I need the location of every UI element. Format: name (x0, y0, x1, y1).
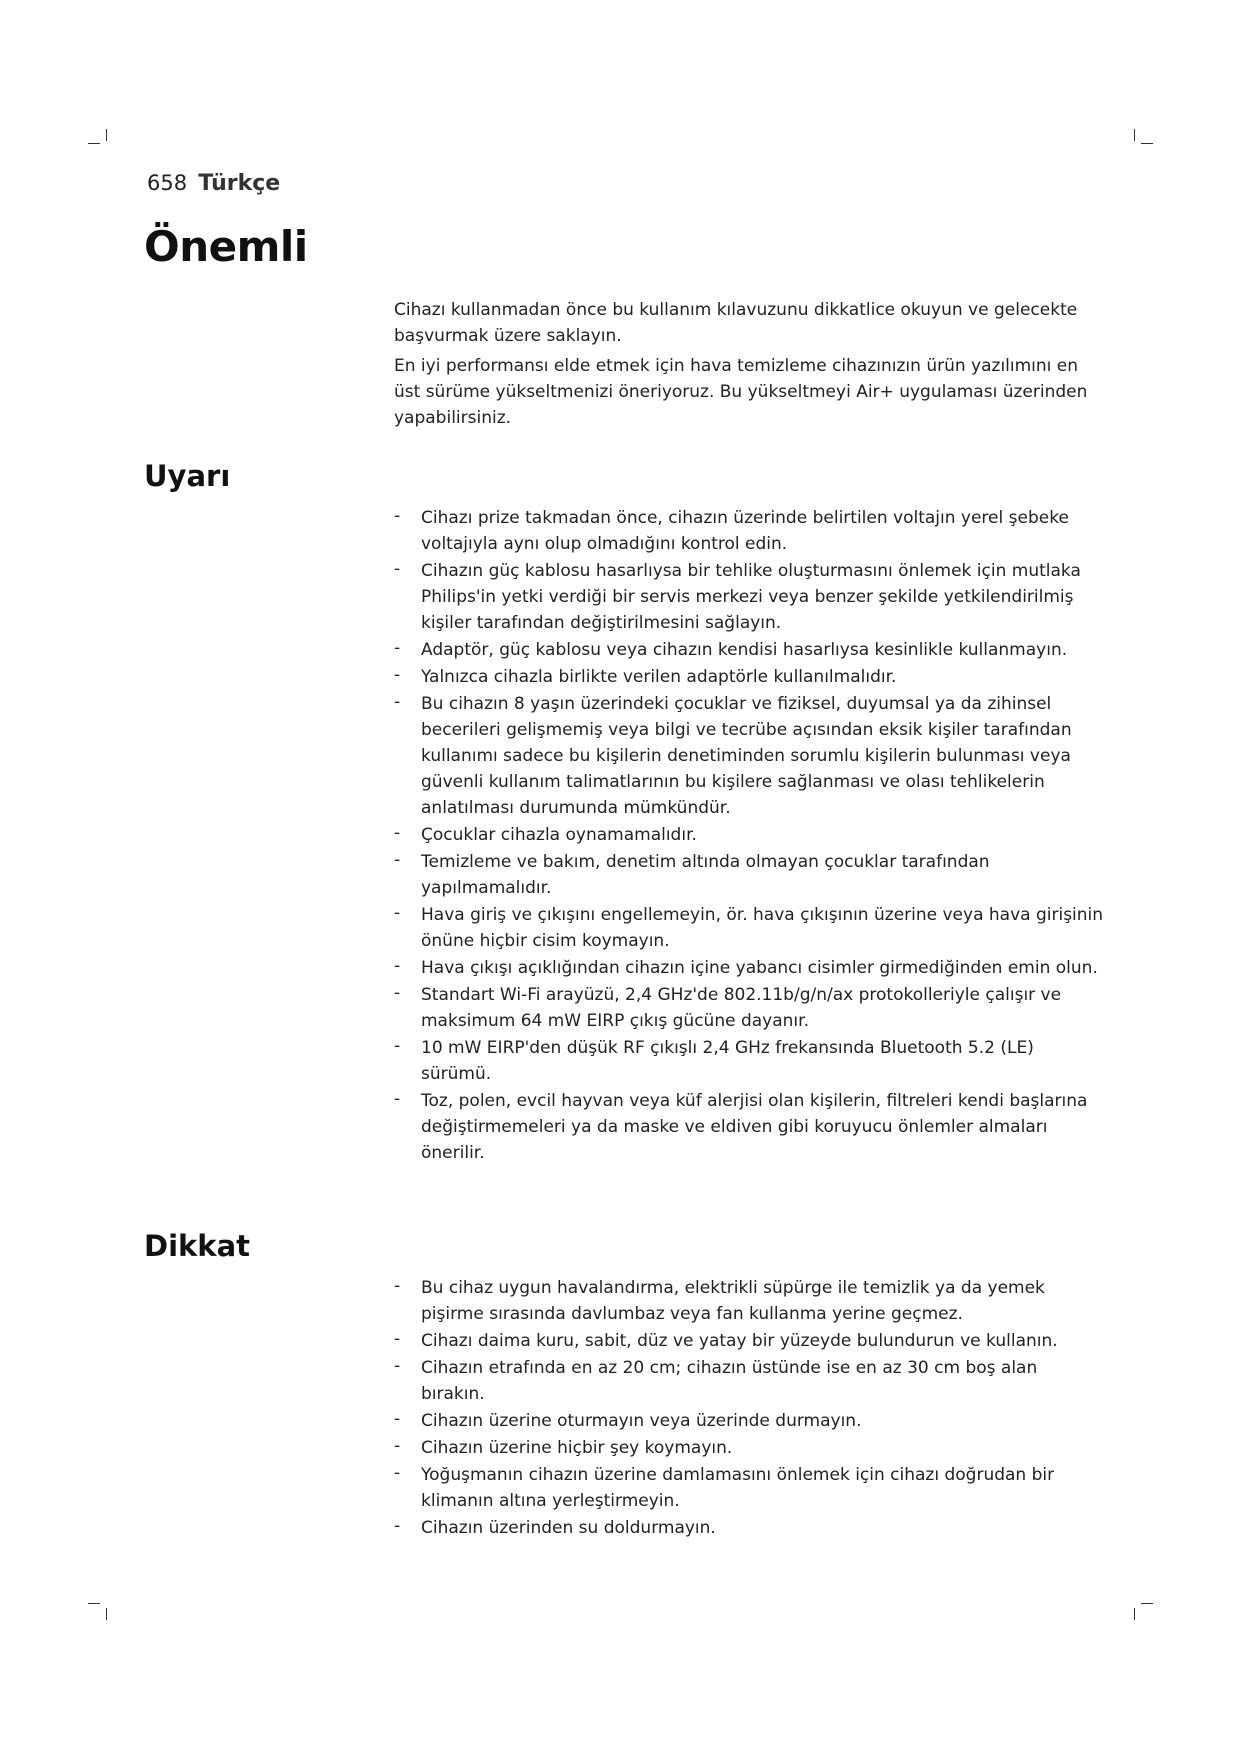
list-item: - Cihazın etrafında en az 20 cm; cihazın üstünde ise en az 30 cm boş alan bırakın. (394, 1355, 1106, 1407)
list-item: - Cihazın üzerinden su doldurmayın. (394, 1515, 1106, 1541)
list-item: - Yalnızca cihazla birlikte verilen adaptörle kullanılmalıdır. (394, 664, 1106, 690)
list-item: - Bu cihaz uygun havalandırma, elektrikli süpürge ile temizlik ya da yemek pişirme sırasında davlumbaz veya fan kullanma yerine geçmez. (394, 1275, 1106, 1327)
list-item: - Hava çıkışı açıklığından cihazın içine yabancı cisimler girmediğinden emin olun. (394, 955, 1106, 981)
crop-mark-top-left-h (88, 143, 100, 144)
crop-mark-bottom-left-v (106, 1608, 107, 1620)
caution-list (394, 1275, 1106, 1542)
list-item: - Cihazın üzerine oturmayın veya üzerinde durmayın. (394, 1408, 1106, 1434)
caution-heading: Dikkat (144, 1229, 251, 1263)
list-item: - Adaptör, güç kablosu veya cihazın kendisi hasarlıysa kesinlikle kullanmayın. (394, 637, 1106, 663)
page-language: Türkçe (198, 171, 281, 196)
list-item: - 10 mW EIRP'den düşük RF çıkışlı 2,4 GHz frekansında Bluetooth 5.2 (LE) sürümü. (394, 1035, 1106, 1087)
intro-paragraph-firmware: En iyi performansı elde etmek için hava temizleme cihazınızın ürün yazılımını en üst sürüme yükseltmenizi öneriyoruz. Bu yükseltmeyi Air+ uygulaması üzerinden yapabilirsiniz. (394, 356, 1088, 428)
list-item: - Hava giriş ve çıkışını engellemeyin, ör. hava çıkışının üzerine veya hava girişinin önüne hiçbir cisim koymayın. (394, 902, 1106, 954)
list-item: - Temizleme ve bakım, denetim altında olmayan çocuklar tarafından yapılmamalıdır. (394, 849, 1106, 901)
crop-mark-bottom-right-v (1134, 1608, 1135, 1620)
intro-paragraph-read-manual: Cihazı kullanmadan önce bu kullanım kılavuzunu dikkatlice okuyun ve gelecekte başvurmak üzere saklayın. (394, 300, 1078, 346)
list-item: - Toz, polen, evcil hayvan veya küf alerjisi olan kişilerin, filtreleri kendi başlarına değiştirmemeleri ya da maske ve eldiven gibi koruyucu önlemler almaları önerilir. (394, 1088, 1106, 1166)
crop-mark-bottom-left-h (88, 1603, 100, 1604)
list-item: - Standart Wi-Fi arayüzü, 2,4 GHz'de 802.11b/g/n/ax protokolleriyle çalışır ve maksimum 64 mW EIRP çıkış gücüne dayanır. (394, 982, 1106, 1034)
warning-heading: Uyarı (144, 459, 231, 493)
crop-mark-top-right-v (1134, 129, 1135, 141)
important-intro (394, 297, 1104, 435)
page-number: 658 (147, 171, 188, 195)
list-item: - Yoğuşmanın cihazın üzerine damlamasını önlemek için cihazı doğrudan bir klimanın altına yerleştirmeyin. (394, 1462, 1106, 1514)
list-item: - Cihazı daima kuru, sabit, düz ve yatay bir yüzeyde bulundurun ve kullanın. (394, 1328, 1106, 1354)
crop-mark-top-right-h (1141, 143, 1153, 144)
page-title: Önemli (144, 222, 308, 271)
list-item: - Çocuklar cihazla oynamamalıdır. (394, 822, 1106, 848)
list-item: - Cihazın güç kablosu hasarlıysa bir tehlike oluşturmasını önlemek için mutlaka Philips'in yetki verdiği bir servis merkezi veya benzer şekilde yetkilendirilmiş kişiler tarafından değiştirilmesini sağlayın. (394, 558, 1106, 636)
list-item: - Bu cihazın 8 yaşın üzerindeki çocuklar ve fiziksel, duyumsal ya da zihinsel becerileri gelişmemiş veya bilgi ve tecrübe açısından eksik kişiler tarafından kullanımı sadece bu kişilerin denetiminden sorumlu kişilerin bulunması veya güvenli kullanım talimatlarının bu kişilere sağlanması ve olası tehlikelerin anlatılması durumunda mümkündür. (394, 691, 1106, 821)
crop-mark-bottom-right-h (1141, 1603, 1153, 1604)
crop-mark-top-left-v (106, 129, 107, 141)
page-header (147, 171, 280, 196)
warning-list (394, 505, 1106, 1167)
list-item: - Cihazı prize takmadan önce, cihazın üzerinde belirtilen voltajın yerel şebeke voltajıyla aynı olup olmadığını kontrol edin. (394, 505, 1106, 557)
list-item: - Cihazın üzerine hiçbir şey koymayın. (394, 1435, 1106, 1461)
